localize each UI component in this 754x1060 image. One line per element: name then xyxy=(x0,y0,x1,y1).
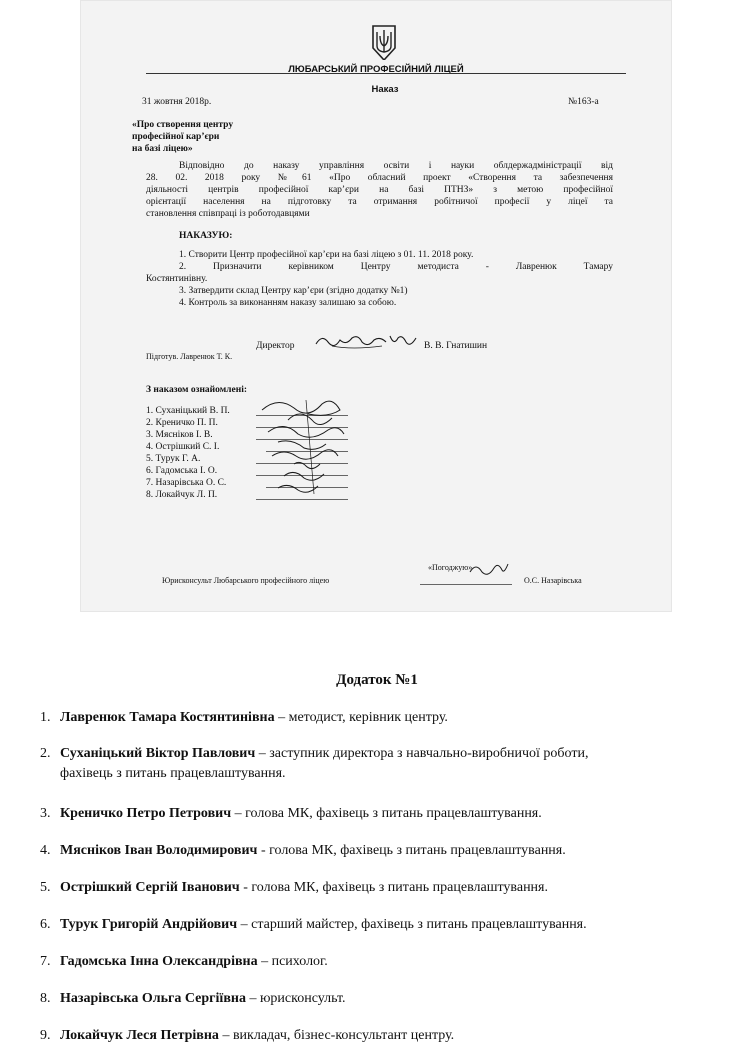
director-label: Директор xyxy=(256,341,295,351)
preamble-line: орієнтації населення на підготовку та отримання робітничої професії у ліцеї та xyxy=(146,197,613,207)
director-name: В. В. Гнатишин xyxy=(424,341,488,351)
acquainted-item: 5. Турук Г. А. xyxy=(146,454,201,464)
agreed-label: «Погоджую» xyxy=(428,563,473,572)
staff-signatures-icon xyxy=(248,390,358,505)
acquainted-item: 6. Гадомська І. О. xyxy=(146,466,218,476)
preamble-line: 28. 02. 2018 року №61 «Про обласний проект «Створення та забезпечення xyxy=(146,173,613,183)
annex-list-item xyxy=(40,841,720,861)
person-role: – голова МК, фахівець з питань працевлаштування. xyxy=(231,806,542,821)
person-name: Суханіцький Віктор Павлович xyxy=(60,746,256,761)
acquainted-item: 1. Суханіцький В. П. xyxy=(146,406,230,416)
header-rule xyxy=(146,73,626,74)
annex-list-item xyxy=(40,878,720,898)
person-role: – заступник директора з навчально-виробничої роботи, xyxy=(255,746,589,761)
person-role: – викладач, бізнес-консультант центру. xyxy=(218,1028,455,1043)
annex-list-item xyxy=(40,915,720,935)
acquainted-item: 8. Локайчук Л. П. xyxy=(146,490,218,500)
person-role: - голова МК, фахівець з питань працевлаштування. xyxy=(239,880,548,895)
annex-list-item xyxy=(40,708,720,728)
scanned-order xyxy=(80,0,672,612)
trident-emblem-icon xyxy=(371,24,397,60)
nakazuyu-heading: НАКАЗУЮ: xyxy=(179,231,233,241)
person-name: Гадомська Інна Олександрівна xyxy=(60,954,258,969)
person-name: Турук Григорій Андрійович xyxy=(60,917,238,932)
item-number: 6. xyxy=(40,917,51,932)
item-number: 3. xyxy=(40,806,51,821)
item-number: 7. xyxy=(40,954,51,969)
annex-list-item xyxy=(40,989,720,1009)
order-point: 4. Контроль за виконанням наказу залишаю за собою. xyxy=(179,298,397,308)
prepared-by: Підготув. Лавренюк Т. К. xyxy=(146,352,233,361)
annex-list-item xyxy=(40,744,720,784)
lawyer-signature-line xyxy=(420,584,512,585)
order-subject-line: на базі ліцею» xyxy=(132,144,193,154)
person-name: Креничко Петро Петрович xyxy=(60,806,232,821)
acquainted-title: З наказом ознайомлені: xyxy=(146,385,247,395)
person-name: Назарівська Ольга Сергіївна xyxy=(60,991,246,1006)
order-subject-line: професійної кар’єри xyxy=(132,132,220,142)
person-role: - голова МК, фахівець з питань працевлаштування. xyxy=(257,843,566,858)
item-number: 2. xyxy=(40,746,51,761)
person-role: – психолог. xyxy=(257,954,328,969)
item-number: 5. xyxy=(40,880,51,895)
acquainted-item: 4. Острішкий С. І. xyxy=(146,442,220,452)
annex-list-item xyxy=(40,1026,720,1046)
item-number: 8. xyxy=(40,991,51,1006)
order-date: 31 жовтня 2018р. xyxy=(142,97,212,107)
preamble-line: Відповідно до наказу управління освіти і науки облдержадміністрації від xyxy=(179,161,613,171)
person-role: – юрисконсульт. xyxy=(245,991,346,1006)
person-name: Лавренюк Тамара Костянтинівна xyxy=(60,710,275,725)
lawyer-signature-icon xyxy=(466,558,510,580)
document-type: Наказ xyxy=(371,84,399,95)
order-point: 2. Призначити керівником Центру методиста - Лавренюк Тамару xyxy=(179,262,613,272)
person-role-continued: фахівець з питань працевлаштування. xyxy=(60,766,286,781)
lawyer-name: О.С. Назарівська xyxy=(524,576,582,585)
order-number: №163-а xyxy=(568,97,599,107)
acquainted-item: 7. Назарівська О. С. xyxy=(146,478,227,488)
person-name: Острішкий Сергій Іванович xyxy=(60,880,240,895)
order-point: 1. Створити Центр професійної кар’єри на базі ліцею з 01. 11. 2018 року. xyxy=(179,250,474,260)
person-role: – методист, керівник центру. xyxy=(274,710,448,725)
item-number: 4. xyxy=(40,843,51,858)
order-point: 3. Затвердити склад Центру кар’єри (згідно додатку №1) xyxy=(179,286,408,296)
person-role: – старший майстер, фахівець з питань працевлаштування. xyxy=(237,917,587,932)
acquainted-item: 3. Мясніков І. В. xyxy=(146,430,213,440)
lyceum-name: ЛЮБАРСЬКИЙ ПРОФЕСІЙНИЙ ЛІЦЕЙ xyxy=(288,64,464,75)
item-number: 9. xyxy=(40,1028,51,1043)
order-subject-line: «Про створення центру xyxy=(132,120,234,130)
preamble-line: становлення співпраці із роботодавцями xyxy=(146,209,310,219)
annex-title: Додаток №1 xyxy=(336,672,418,688)
person-name: Локайчук Леся Петрівна xyxy=(60,1028,219,1043)
order-point: Костянтинівну. xyxy=(146,274,208,284)
annex-list-item xyxy=(40,804,720,824)
director-signature-icon xyxy=(312,330,422,352)
person-name: Мясніков Іван Володимирович xyxy=(60,843,258,858)
preamble-line: діяльності центрів професійної кар’єри на базі ПТНЗ» з метою професійної xyxy=(146,185,613,195)
lawyer-title: Юрисконсульт Любарського професійного ліцею xyxy=(162,576,330,585)
annex-list-item xyxy=(40,952,720,972)
item-number: 1. xyxy=(40,710,51,725)
acquainted-item: 2. Креничко П. П. xyxy=(146,418,218,428)
